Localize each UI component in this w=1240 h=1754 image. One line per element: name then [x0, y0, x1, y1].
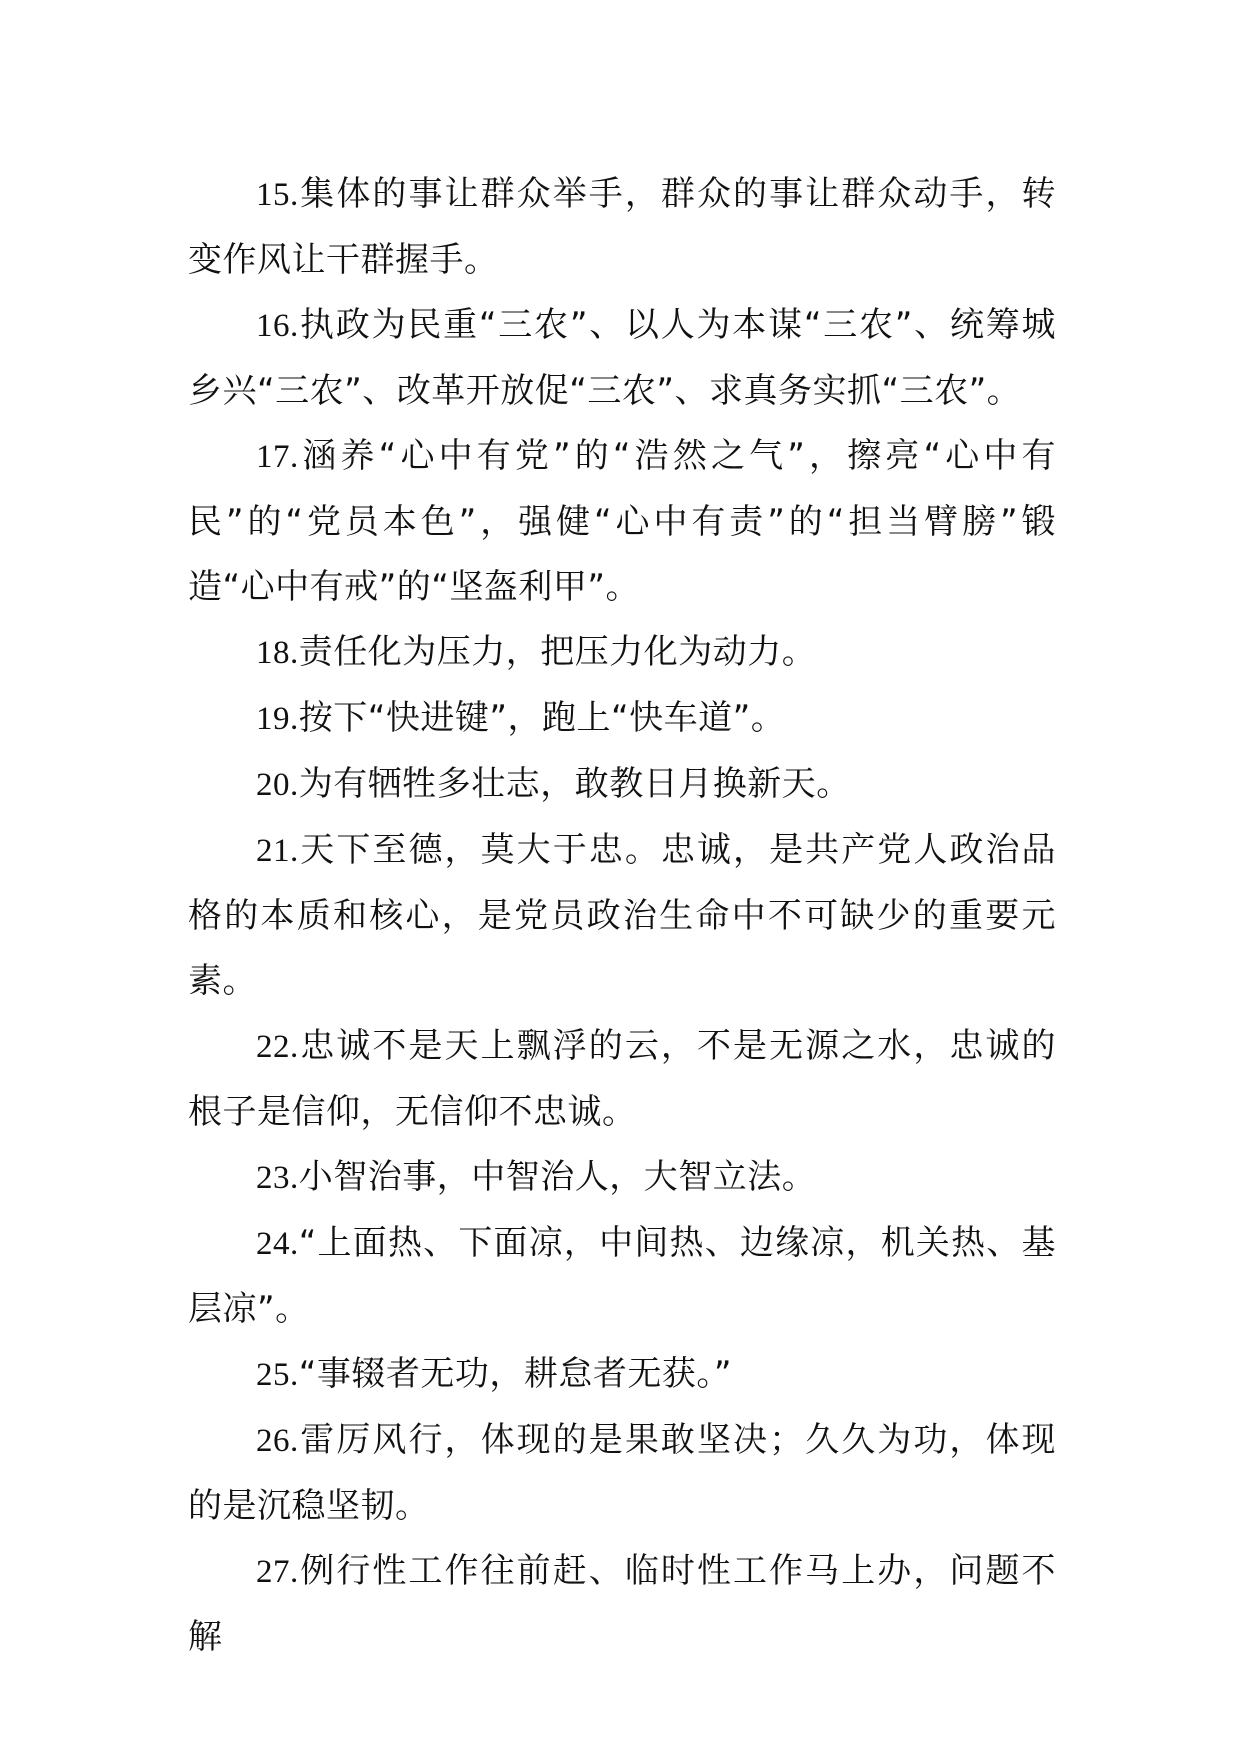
paragraph-number: 24.: [256, 1226, 299, 1262]
paragraph-20: [188, 752, 1056, 818]
paragraph-15: [188, 162, 1056, 293]
paragraph-text: 涵养“心中有党”的“浩然之气”，擦亮“心中有民”的“党员本色”，强健“心中有责”的“担当臂膀”锻造“心中有戒”的“坚盔利甲”。: [188, 436, 1056, 607]
paragraph-text: 责任化为压力，把压力化为动力。: [298, 632, 817, 672]
paragraph-text: 执政为民重“三农”、以人为本谋“三农”、统筹城乡兴“三农”、改革开放促“三农”、求真务实抓“三农”。: [188, 305, 1056, 411]
paragraph-18: [188, 620, 1056, 686]
paragraph-number: 18.: [256, 635, 299, 671]
paragraph-number: 26.: [256, 1423, 299, 1459]
paragraph-23: [188, 1145, 1056, 1211]
paragraph-text: 按下“快进键”，跑上“快车道”。: [298, 698, 786, 738]
paragraph-text: “事辍者无功，耕怠者无获。”: [298, 1354, 732, 1394]
paragraph-text: 例行性工作往前赶、临时性工作马上办，问题不解: [188, 1551, 1056, 1657]
paragraph-number: 15.: [256, 177, 299, 213]
paragraph-16: [188, 293, 1056, 424]
paragraph-27: [188, 1539, 1056, 1670]
paragraph-26: [188, 1408, 1056, 1539]
paragraph-text: 雷厉风行，体现的是果敢坚决；久久为功，体现的是沉稳坚韧。: [188, 1420, 1056, 1526]
paragraph-17: [188, 424, 1056, 620]
paragraph-number: 19.: [256, 701, 299, 737]
paragraph-number: 17.: [256, 439, 299, 475]
paragraph-25: [188, 1342, 1056, 1408]
paragraph-number: 16.: [256, 308, 299, 344]
paragraph-number: 23.: [256, 1160, 299, 1196]
paragraph-21: [188, 818, 1056, 1014]
paragraph-number: 20.: [256, 767, 299, 803]
paragraph-text: 小智治事，中智治人，大智立法。: [298, 1157, 817, 1197]
paragraph-text: “上面热、下面凉，中间热、边缘凉，机关热、基层凉”。: [188, 1223, 1056, 1329]
paragraph-text: 为有牺牲多壮志，敢教日月换新天。: [298, 764, 851, 804]
paragraph-number: 22.: [256, 1029, 299, 1065]
paragraph-text: 天下至德，莫大于忠。忠诚，是共产党人政治品格的本质和核心，是党员政治生命中不可缺少的重要元素。: [188, 830, 1056, 1001]
paragraph-24: [188, 1211, 1056, 1342]
paragraph-22: [188, 1014, 1056, 1145]
paragraph-19: [188, 686, 1056, 752]
paragraph-text: 忠诚不是天上飘浮的云，不是无源之水，忠诚的根子是信仰，无信仰不忠诚。: [188, 1026, 1056, 1132]
paragraph-number: 27.: [256, 1554, 299, 1590]
paragraph-number: 21.: [256, 833, 299, 869]
paragraph-number: 25.: [256, 1357, 299, 1393]
paragraph-text: 集体的事让群众举手，群众的事让群众动手，转变作风让干群握手。: [188, 174, 1056, 280]
